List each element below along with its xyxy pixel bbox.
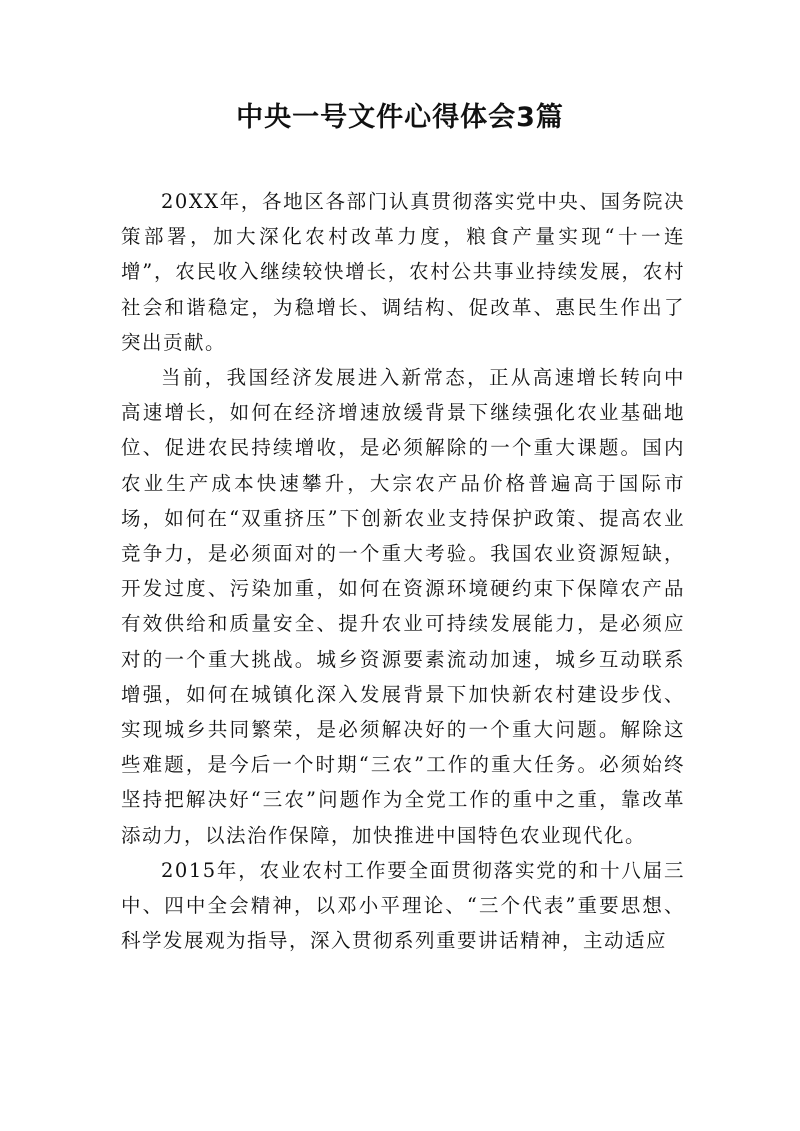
paragraph-2: 当前，我国经济发展进入新常态，正从高速增长转向中高速增长，如何在经济增速放缓背景下继续强化农业基础地位、促进农民持续增收，是必须解除的一个重大课题。国内农业生产成本快速攀升，大宗农产品价格普遍高于国际市场，如何在“双重挤压”下创新农业支持保护政策、提高农业竞争力，是必须面对的一个重大考验。我国农业资源短缺，开发过度、污染加重，如何在资源环境硬约束下保障农产品有效供给和质量安全、提升农业可持续发展能力，是必须应对的一个重大挑战。城乡资源要素流动加速，城乡互动联系增强，如何在城镇化深入发展背景下加快新农村建设步伐、实现城乡共同繁荣，是必须解决好的一个重大问题。解除这些难题，是今后一个时期“三农”工作的重大任务。必须始终坚持把解决好“三农”问题作为全党工作的重中之重，靠改革添动力，以法治作保障，加快推进中国特色农业现代化。 xyxy=(121,366,685,847)
paragraph-3: 2015年，农业农村工作要全面贯彻落实党的和十八届三中、四中全会精神，以邓小平理论、“三个代表”重要思想、科学发展观为指导，深入贯彻系列重要讲话精神，主动适应 xyxy=(121,858,685,953)
document-title: 中央一号文件心得体会3篇 xyxy=(236,102,564,133)
document-body xyxy=(121,184,685,958)
paragraph-1: 20XX年，各地区各部门认真贯彻落实党中央、国务院决策部署，加大深化农村改革力度，粮食产量实现“十一连增”，农民收入继续较快增长，农村公共事业持续发展，农村社会和谐稳定，为稳增长、调结构、促改革、惠民生作出了突出贡献。 xyxy=(121,190,685,354)
